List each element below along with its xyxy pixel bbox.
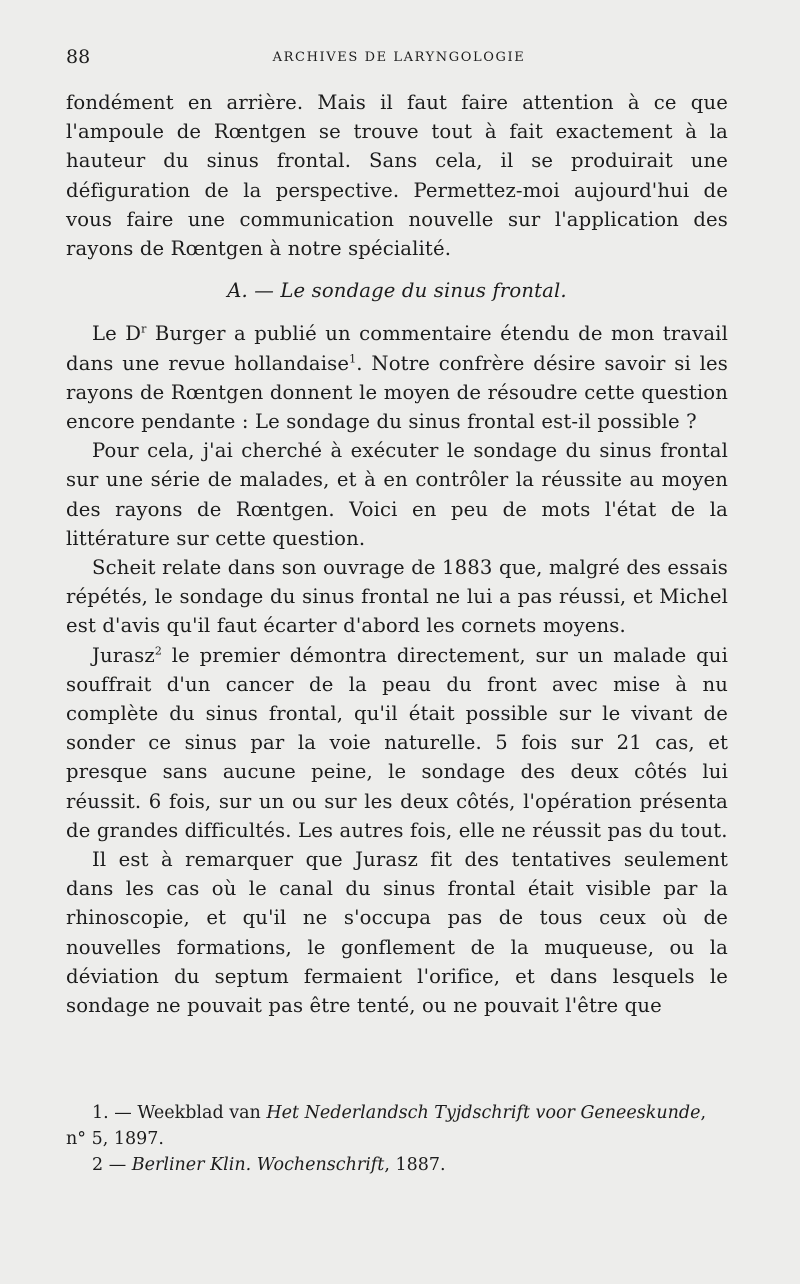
paragraph-5-start: Jurasz	[92, 643, 155, 667]
footnote-2-marker: 2 —	[92, 1155, 132, 1175]
paragraph-1: fondément en arrière. Mais il faut faire attention à ce que l'ampoule de Rœntgen se trouve tout à fait exactement à la hauteur du sinus frontal. Sans cela, il se produirait une défiguration de la perspective. Permettez-moi aujourd'hui de vous faire une communication nouvelle sur l'application des rayons de Rœntgen à notre spécialité.	[66, 91, 728, 261]
footnote-2	[66, 1152, 728, 1178]
footnote-1	[66, 1100, 728, 1152]
footnote-ref-2: 2	[154, 644, 162, 658]
paragraph-2-start: Le D	[92, 322, 142, 346]
paragraph-4: Scheit relate dans son ouvrage de 1883 que, malgré des essais répétés, le sondage du sinus frontal ne lui a pas réussi, et Michel est d'avis qu'il faut écarter d'abord les cornets moyens.	[66, 556, 728, 638]
paragraph-3: Pour cela, j'ai cherché à exécuter le sondage du sinus frontal sur une série de malades, et à en contrôler la réussite au moyen des rayons de Rœntgen. Voici en peu de mots l'état de la littérature sur cette question.	[66, 439, 728, 550]
page-header	[66, 46, 732, 74]
footnote-2-title: Berliner Klin. Wochenschrift	[131, 1155, 385, 1175]
footnote-1-details: , n° 5, 1897.	[66, 1103, 707, 1149]
running-title: ARCHIVES DE LARYNGOLOGIE	[272, 50, 526, 65]
paragraph-6: Il est à remarquer que Jurasz fit des tentatives seulement dans les cas où le canal du sinus frontal était visible par la rhinoscopie, et qu'il ne s'occupa pas de tous ceux où de nouvelles formations, le gonflement de la muqueuse, ou la déviation du septum fermaient l'orifice, et dans lesquels le sondage ne pouvait pas être tenté, ou ne pouvait l'être que	[66, 848, 728, 1018]
body-text	[66, 88, 728, 1020]
doctor-title-superscript: r	[141, 322, 147, 336]
paragraph-5	[66, 641, 728, 845]
footnote-2-details: , 1887.	[384, 1155, 446, 1175]
footnote-1-source: Weekblad van	[137, 1103, 267, 1123]
paragraph-2	[66, 319, 728, 436]
footnotes	[66, 1100, 728, 1178]
section-heading-title: Le sondage du sinus frontal.	[280, 279, 567, 303]
paragraph-2-end: . Notre confrère désire savoir si les rayons de Rœntgen donnent le moyen de résoudre cette question encore pendante : Le sondage du sinus frontal est-il possible ?	[66, 351, 728, 434]
paragraph-2-mid: Burger a publié un commentaire étendu de mon travail dans une revue hollandaise	[66, 322, 728, 375]
page-number: 88	[66, 46, 91, 68]
footnote-1-marker: 1. —	[92, 1103, 138, 1123]
section-heading	[66, 276, 728, 305]
footnote-1-title: Het Nederlandsch Tyjdschrift voor Geneeskunde	[266, 1103, 701, 1123]
paragraph-5-end: le premier démontra directement, sur un malade qui souffrait d'un cancer de la peau du front avec mise à nu complète du sinus frontal, qu'il était possible sur le vivant de sonder ce sinus par la voie naturelle. 5 fois sur 21 cas, et presque sans aucune peine, le sondage des deux côtés lui réussit. 6 fois, sur un ou sur les deux côtés, l'opération présenta de grandes difficultés. Les autres fois, elle ne réussit pas du tout.	[66, 643, 728, 842]
footnote-ref-1: 1	[349, 352, 357, 366]
section-heading-prefix: A. —	[227, 279, 281, 303]
